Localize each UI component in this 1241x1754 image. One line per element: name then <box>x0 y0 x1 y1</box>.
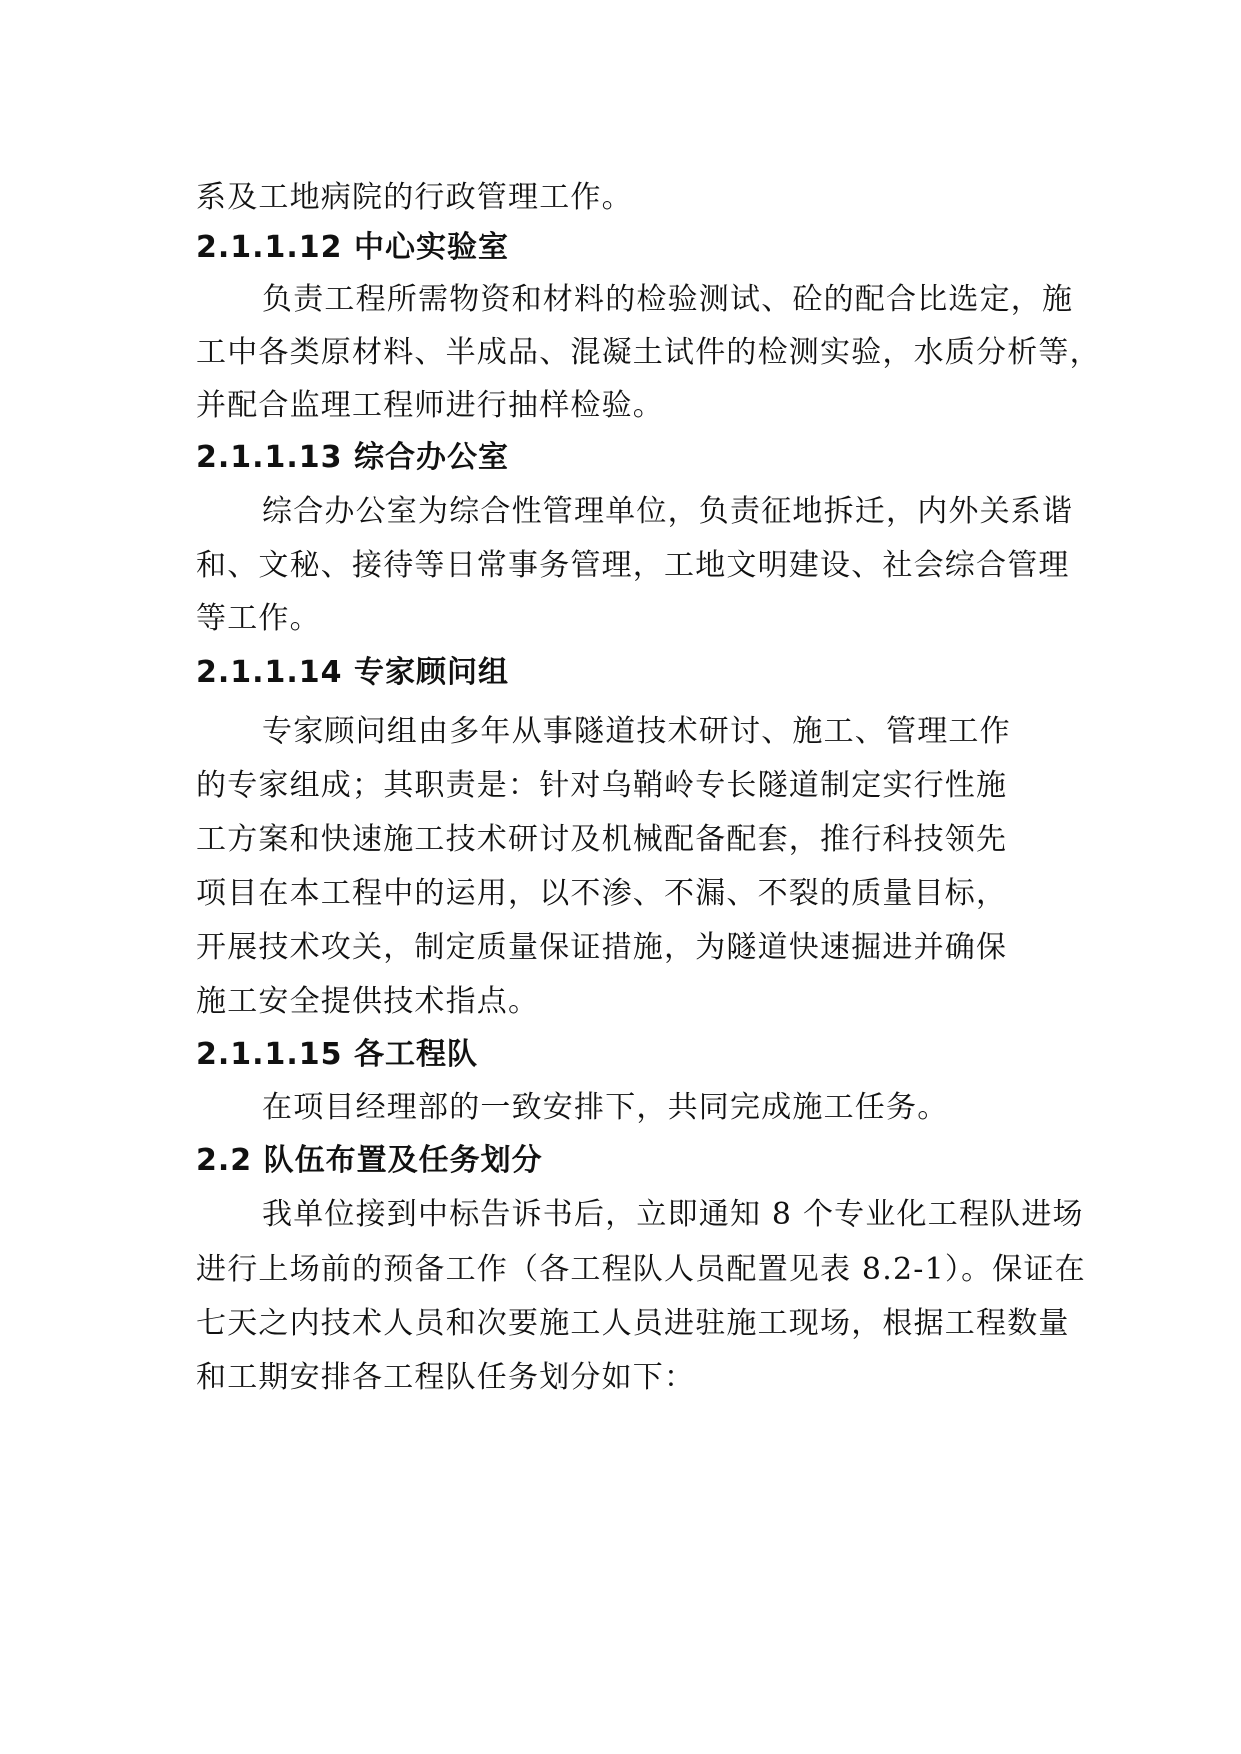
section-heading: 2.1.1.14 专家顾问组 <box>196 655 510 690</box>
section-heading: 2.1.1.13 综合办公室 <box>196 440 510 475</box>
paragraph-line: 等工作。 <box>196 601 321 636</box>
section-heading: 2.2 队伍布置及任务划分 <box>196 1143 543 1178</box>
paragraph-line: 专家顾问组由多年从事隧道技术研讨、施工、管理工作 <box>262 714 1011 749</box>
paragraph-line: 负责工程所需物资和材料的检验测试、砼的配合比选定，施 <box>262 282 1074 317</box>
paragraph-line: 进行上场前的预备工作（各工程队人员配置见表 8.2-1）。保证在 <box>196 1252 1086 1287</box>
paragraph-line: 开展技术攻关，制定质量保证措施，为隧道快速掘进并确保 <box>196 930 1008 965</box>
paragraph-line: 项目在本工程中的运用，以不渗、不漏、不裂的质量目标， <box>196 876 1008 911</box>
paragraph-line: 七天之内技术人员和次要施工人员进驻施工现场，根据工程数量 <box>196 1306 1070 1341</box>
paragraph-line: 工方案和快速施工技术研讨及机械配备配套，推行科技领先 <box>196 822 1008 857</box>
paragraph-line: 系及工地病院的行政管理工作。 <box>196 180 633 215</box>
paragraph-line: 和、文秘、接待等日常事务管理，工地文明建设、社会综合管理 <box>196 548 1070 583</box>
paragraph-line: 施工安全提供技术指点。 <box>196 984 540 1019</box>
paragraph-line: 在项目经理部的一致安排下，共同完成施工任务。 <box>262 1090 949 1125</box>
paragraph-line: 综合办公室为综合性管理单位，负责征地拆迁，内外关系谐 <box>262 494 1074 529</box>
paragraph-line: 工中各类原材料、半成品、混凝土试件的检测实验，水质分析等， <box>196 335 1101 370</box>
section-heading: 2.1.1.12 中心实验室 <box>196 230 510 265</box>
paragraph-line: 并配合监理工程师进行抽样检验。 <box>196 388 664 423</box>
paragraph-line: 和工期安排各工程队任务划分如下： <box>196 1360 696 1395</box>
paragraph-line: 我单位接到中标告诉书后，立即通知 8 个专业化工程队进场 <box>262 1197 1084 1232</box>
section-heading: 2.1.1.15 各工程队 <box>196 1037 479 1072</box>
paragraph-line: 的专家组成；其职责是：针对乌鞘岭专长隧道制定实行性施 <box>196 768 1008 803</box>
